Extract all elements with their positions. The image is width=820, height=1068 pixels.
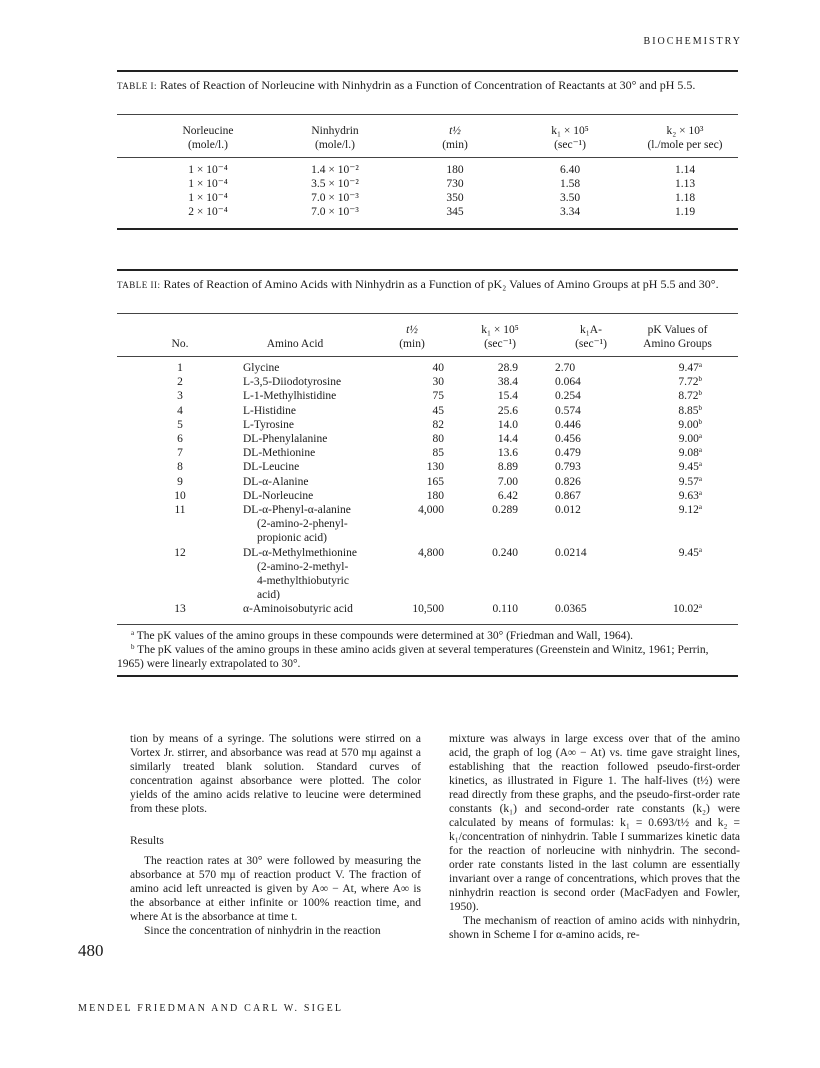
table2-cell-acid: L-1-Methylhistidine xyxy=(243,390,337,403)
table1-cell: 6.40 xyxy=(559,164,581,176)
table2-cell-k1a: 0.254 xyxy=(555,390,581,403)
table2-cell-k1: 38.4 xyxy=(497,376,518,389)
table2-cell-t: 4,800 xyxy=(418,546,444,559)
table1-cell: 1.19 xyxy=(674,206,696,218)
table1-header-bottom-rule xyxy=(117,157,738,158)
table2-cell-pk: 9.45$^a$ xyxy=(678,460,702,474)
results-heading: Results xyxy=(130,835,164,847)
table1-cell: 1 × 10⁻⁴ xyxy=(188,164,228,176)
table1-cell: 7.0 × 10⁻³ xyxy=(311,192,359,204)
table1-caption xyxy=(117,78,738,93)
table2-footnote-b: $^b$ The pK values of the amino groups in these amino acids given at several temperatures (Greenstein and Winitz, 1961; Perrin, 1965) were linearly extrapolated to 30°. xyxy=(117,643,709,670)
table2-cell-t: 85 xyxy=(432,447,444,460)
table2-cell-k1: 8.89 xyxy=(497,461,518,474)
table1-cell: 7.0 × 10⁻³ xyxy=(311,206,359,218)
table2-cell-t: 165 xyxy=(426,475,444,488)
table2-cell-pk: 9.57$^a$ xyxy=(678,474,702,488)
table2-cell-k1a: 0.574 xyxy=(555,404,581,417)
table2-cell-pk: 9.12$^a$ xyxy=(678,503,702,516)
table2-cell-pk: 10.02$^a$ xyxy=(673,602,702,616)
table2-cell-k1: 0.289 xyxy=(492,504,518,516)
table2-cell-pk: 7.72$^b$ xyxy=(678,375,702,389)
table2-cell-no: 6 xyxy=(177,433,183,445)
table2-header-no: No. xyxy=(171,338,189,350)
body-left-paragraph-2: The reaction rates at 30° were followed by measuring the absorbance at 570 mμ of reaction product V. The fraction of amino acid left unreacted is given by A∞ − At, where A∞ is the absorbance at either infinite or 100% reaction time, and where At is the absorbance at time t. xyxy=(130,855,421,923)
table2-cell-pk: 8.72$^b$ xyxy=(678,389,702,403)
table2-cell-k1: 25.6 xyxy=(497,404,518,417)
table2-cell-k1: 0.240 xyxy=(492,546,518,559)
table2-header-thalf: t½ (min) xyxy=(399,324,425,350)
table2-cell-pk: 9.63$^a$ xyxy=(678,488,702,502)
table2-cell-pk: 9.00$^a$ xyxy=(678,432,702,445)
table1-header-ninhydrin: Ninhydrin (mole/l.) xyxy=(311,125,359,151)
body-left-paragraph-1: tion by means of a syringe. The solutions were stirred on a Vortex Jr. stirrer, and absorbance was read at 570 mμ against a similarly treated blank solution. Standard curves of concentration against absorbance were plotted. The color yields of the amino acids relative to leucine were determined from these plots. xyxy=(130,733,421,815)
table1-cell: 1.58 xyxy=(559,178,581,190)
table2-cell-k1: 13.6 xyxy=(497,447,518,460)
table2-cell-k1a: 2.70 xyxy=(555,362,576,374)
table2-cell-pk: 9.45$^a$ xyxy=(678,545,702,559)
table2-cell-acid: DL-Phenylalanine xyxy=(243,433,328,445)
table2-cell-k1: 7.00 xyxy=(497,475,518,488)
table2-cell-no: 13 xyxy=(174,603,186,616)
table2-cell-no: 3 xyxy=(177,390,183,403)
table2-cell-k1: 15.4 xyxy=(497,390,518,403)
table2-header-top-rule xyxy=(117,313,738,314)
table1-header-k1: k₁ × 10⁵ (sec⁻¹) xyxy=(551,125,589,151)
table2-cell-t: 40 xyxy=(432,362,444,374)
table2-cell-acid: L-3,5-Diiodotyrosine xyxy=(243,376,342,389)
table1-cell: 1 × 10⁻⁴ xyxy=(188,192,228,204)
table2-cell-t: 45 xyxy=(432,404,444,417)
table2-cell-acid: (2-amino-2-phenyl- xyxy=(257,518,348,531)
table2-cell-t: 80 xyxy=(432,433,444,445)
table2-cell-t: 82 xyxy=(432,418,444,431)
table2-cell-pk: 8.85$^b$ xyxy=(678,403,702,417)
table1-cell: 1.14 xyxy=(674,164,696,176)
table2-cell-k1a: 0.793 xyxy=(555,461,581,474)
table2-cell-acid: DL-α-Phenyl-α-alanine xyxy=(243,504,351,516)
table1-cell: 3.50 xyxy=(559,192,581,204)
body-right-paragraph-2: The mechanism of reaction of amino acids with ninhydrin, shown in Scheme I for α-amino acids, re- xyxy=(449,915,740,941)
journal-header: BIOCHEMISTRY xyxy=(643,36,742,47)
table2-cell-acid: acid) xyxy=(257,589,280,602)
table2-cell-acid: 4-methylthiobutyric xyxy=(257,575,349,587)
table1-label: TABLE I: xyxy=(117,81,158,91)
table2-cell-no: 9 xyxy=(177,475,183,488)
table2-cell-no: 5 xyxy=(177,418,183,431)
table1-top-rule xyxy=(117,70,738,72)
table2-cell-t: 75 xyxy=(432,390,444,403)
author-footer: MENDEL FRIEDMAN AND CARL W. SIGEL xyxy=(78,1003,344,1014)
table1-header-norleucine: Norleucine (mole/l.) xyxy=(182,125,234,151)
table2-cell-k1: 14.0 xyxy=(497,418,518,431)
table2-cell-k1a: 0.826 xyxy=(555,475,581,488)
table2-cell-t: 4,000 xyxy=(418,504,444,516)
body-left-paragraph-3: Since the concentration of ninhydrin in the reaction xyxy=(144,925,381,937)
table1-caption-text: Rates of Reaction of Norleucine with Ninhydrin as a Function of Concentration of Reactants at 30° and pH 5.5. xyxy=(157,78,696,92)
table1-cell: 1.4 × 10⁻² xyxy=(311,164,359,176)
table2-header-amino-acid: Amino Acid xyxy=(266,338,324,350)
table2-cell-k1: 0.110 xyxy=(492,603,518,616)
body-right-paragraph-1: mixture was always in large excess over that of the amino acid, the graph of log (A∞ − At) vs. time gave straight lines, establishing that the reaction followed pseudo-first-order kinetics, as illustrated in Figure 1. The half-lives (t½) were read directly from these graphs, and the pseudo-first-order rate constants (k₁) and second-order rate constants (k₂) were calculated by means of formulas: k₁ = 0.693/t½ and k₂ = k₁/concentration of ninhydrin. Table I summarizes kinetic data for the reaction of norleucine with ninhydrin. The second-order rate constants listed in the last column are essentially invariant over a range of concentrations, which proves that the ninhydrin reaction is second order (MacFadyen and Fowler, 1950). xyxy=(449,733,740,913)
table2-cell-k1: 28.9 xyxy=(497,362,518,374)
table2-cell-acid: α-Aminoisobutyric acid xyxy=(243,603,353,616)
table1-bottom-rule xyxy=(117,228,738,230)
table2-header-k1a: k₁A- (sec⁻¹) xyxy=(575,324,607,350)
table2-footnote-rule xyxy=(117,624,738,625)
table2-bottom-rule xyxy=(117,675,738,677)
table1-header-k2: k₂ × 10³ (l./mole per sec) xyxy=(647,125,723,151)
table2-cell-k1a: 0.064 xyxy=(555,376,581,389)
table2-cell-k1a: 0.0365 xyxy=(555,603,587,616)
body-right-column xyxy=(449,732,740,942)
table2-cell-acid: DL-α-Methylmethionine xyxy=(243,546,357,559)
table1-cell: 730 xyxy=(446,178,464,190)
table1-cell: 1.13 xyxy=(674,178,696,190)
table2-cell-no: 2 xyxy=(177,376,183,389)
table1-header-thalf: t½ (min) xyxy=(442,125,468,151)
table2-cell-no: 11 xyxy=(174,504,186,516)
table1-cell: 2 × 10⁻⁴ xyxy=(188,206,228,218)
table2-cell-k1: 6.42 xyxy=(497,489,518,502)
table2-cell-acid: DL-Methionine xyxy=(243,447,316,460)
table2-cell-no: 12 xyxy=(174,546,186,559)
table2-cell-k1a: 0.479 xyxy=(555,447,581,460)
table1-cell: 180 xyxy=(446,164,464,176)
table1-cell: 350 xyxy=(446,192,464,204)
table1-header-top-rule xyxy=(117,114,738,115)
table1-cell: 1 × 10⁻⁴ xyxy=(188,178,228,190)
table2-cell-k1a: 0.456 xyxy=(555,433,581,445)
table2-cell-t: 30 xyxy=(432,376,444,389)
table2-cell-acid: DL-Norleucine xyxy=(243,489,314,502)
table2-cell-k1a: 0.012 xyxy=(555,504,581,516)
table2-top-rule xyxy=(117,269,738,271)
table2-cell-no: 4 xyxy=(177,404,183,417)
table2-cell-k1a: 0.446 xyxy=(555,418,581,431)
table2-cell-acid: L-Histidine xyxy=(243,404,297,417)
table2-cell-k1: 14.4 xyxy=(497,433,518,445)
table2-header-k1: k₁ × 10⁵ (sec⁻¹) xyxy=(481,324,519,350)
table2-cell-acid: (2-amino-2-methyl- xyxy=(257,560,349,573)
table2-cell-acid: DL-α-Alanine xyxy=(243,475,309,488)
table1-cell: 3.5 × 10⁻² xyxy=(311,178,359,190)
table2-header-pk: pK Values of Amino Groups xyxy=(643,324,712,350)
body-left-column xyxy=(130,732,421,938)
table2-cell-acid: Glycine xyxy=(243,362,280,374)
table2-cell-t: 130 xyxy=(426,461,444,474)
table2-header-bottom-rule xyxy=(117,356,738,357)
table1-cell: 3.34 xyxy=(559,206,581,218)
table2-caption xyxy=(117,277,738,292)
table2-cell-pk: 9.00$^b$ xyxy=(678,417,702,431)
table2-cell-k1a: 0.0214 xyxy=(555,546,587,559)
table2-cell-t: 10,500 xyxy=(412,603,444,616)
table2-caption-text: Rates of Reaction of Amino Acids with Ninhydrin as a Function of pK₂ Values of Amino Groups at pH 5.5 and 30°. xyxy=(160,277,719,291)
table2-cell-no: 10 xyxy=(174,489,186,502)
table1-cell: 345 xyxy=(446,206,464,218)
table2-footnote-a: $^a$ The pK values of the amino groups in these compounds were determined at 30° (Friedman and Wall, 1964). xyxy=(131,629,634,642)
table2-label: TABLE II: xyxy=(117,280,161,290)
table2-cell-pk: 9.08$^a$ xyxy=(678,446,702,460)
table2-cell-no: 7 xyxy=(177,447,183,460)
table2-cell-acid: L-Tyrosine xyxy=(243,418,294,431)
table2-cell-no: 1 xyxy=(177,362,183,374)
table2-cell-t: 180 xyxy=(426,489,444,502)
table1-cell: 1.18 xyxy=(674,192,696,204)
page-number: 480 xyxy=(78,941,104,960)
table2-cell-no: 8 xyxy=(177,461,183,474)
table2-cell-k1a: 0.867 xyxy=(555,489,581,502)
table2-cell-pk: 9.47$^a$ xyxy=(678,361,702,374)
table2-cell-acid: DL-Leucine xyxy=(243,461,300,474)
table2-cell-acid: propionic acid) xyxy=(257,532,327,545)
